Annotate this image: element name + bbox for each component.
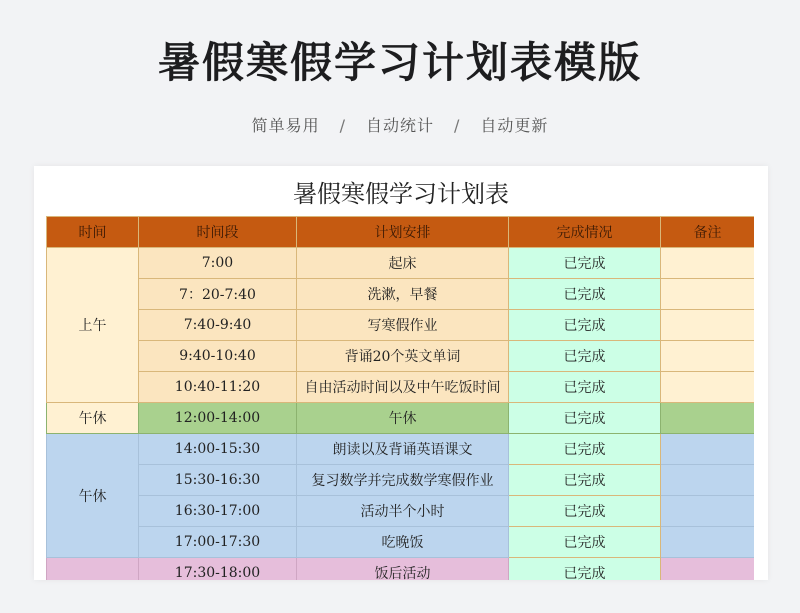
time-cell: 17:00-17:30 — [139, 527, 297, 558]
note-cell — [661, 465, 755, 496]
spreadsheet-preview — [34, 166, 768, 580]
table-row — [47, 527, 755, 558]
table-row — [47, 341, 755, 372]
plan-cell: 饭后活动 — [297, 558, 509, 581]
table-row — [47, 403, 755, 434]
note-cell — [661, 558, 755, 581]
status-cell: 已完成 — [509, 403, 661, 434]
note-cell — [661, 403, 755, 434]
note-cell — [661, 372, 755, 403]
time-cell: 7：20-7:40 — [139, 279, 297, 310]
table-row — [47, 465, 755, 496]
time-cell: 7:00 — [139, 248, 297, 279]
status-cell: 已完成 — [509, 279, 661, 310]
header-cell: 计划安排 — [297, 217, 509, 248]
status-cell: 已完成 — [509, 248, 661, 279]
time-cell: 9:40-10:40 — [139, 341, 297, 372]
note-cell — [661, 496, 755, 527]
plan-cell: 吃晚饭 — [297, 527, 509, 558]
status-cell: 已完成 — [509, 496, 661, 527]
page-title: 暑假寒假学习计划表模版 — [157, 38, 642, 87]
status-cell: 已完成 — [509, 341, 661, 372]
header-cell: 时间段 — [139, 217, 297, 248]
time-cell: 15:30-16:30 — [139, 465, 297, 496]
status-cell: 已完成 — [509, 434, 661, 465]
tag-easy: 简单易用 — [251, 116, 320, 135]
time-cell: 10:40-11:20 — [139, 372, 297, 403]
period-cell: 上午 — [47, 248, 139, 403]
status-cell: 已完成 — [509, 527, 661, 558]
plan-cell: 自由活动时间以及中午吃饭时间 — [297, 372, 509, 403]
tag-auto-update: 自动更新 — [480, 116, 549, 135]
period-cell: 午休 — [47, 403, 139, 434]
header-cell: 时间 — [47, 217, 139, 248]
time-cell: 16:30-17:00 — [139, 496, 297, 527]
plan-cell: 背诵20个英文单词 — [297, 341, 509, 372]
status-cell: 已完成 — [509, 558, 661, 581]
table-row — [47, 372, 755, 403]
sheet-title: 暑假寒假学习计划表 — [293, 180, 509, 208]
plan-cell: 朗读以及背诵英语课文 — [297, 434, 509, 465]
schedule-table — [46, 216, 754, 580]
plan-cell: 午休 — [297, 403, 509, 434]
schedule-table-wrap — [46, 216, 754, 580]
plan-cell: 洗漱，早餐 — [297, 279, 509, 310]
table-row — [47, 496, 755, 527]
table-body — [47, 248, 755, 581]
period-cell: 午休 — [47, 434, 139, 558]
table-row — [47, 558, 755, 581]
plan-cell: 复习数学并完成数学寒假作业 — [297, 465, 509, 496]
note-cell — [661, 248, 755, 279]
note-cell — [661, 527, 755, 558]
feature-tags — [0, 113, 800, 136]
status-cell: 已完成 — [509, 372, 661, 403]
table-row — [47, 248, 755, 279]
period-cell — [47, 558, 139, 581]
header-cell: 备注 — [661, 217, 755, 248]
table-header-row — [47, 217, 755, 248]
tag-separator: / — [339, 116, 346, 135]
note-cell — [661, 341, 755, 372]
plan-cell: 写寒假作业 — [297, 310, 509, 341]
header-cell: 完成情况 — [509, 217, 661, 248]
note-cell — [661, 279, 755, 310]
status-cell: 已完成 — [509, 465, 661, 496]
note-cell — [661, 434, 755, 465]
tag-separator: / — [454, 116, 461, 135]
table-row — [47, 310, 755, 341]
status-cell: 已完成 — [509, 310, 661, 341]
tag-auto-stats: 自动统计 — [365, 116, 434, 135]
table-row — [47, 434, 755, 465]
time-cell: 12:00-14:00 — [139, 403, 297, 434]
time-cell: 7:40-9:40 — [139, 310, 297, 341]
time-cell: 14:00-15:30 — [139, 434, 297, 465]
plan-cell: 起床 — [297, 248, 509, 279]
plan-cell: 活动半个小时 — [297, 496, 509, 527]
note-cell — [661, 310, 755, 341]
time-cell: 17:30-18:00 — [139, 558, 297, 581]
table-row — [47, 279, 755, 310]
